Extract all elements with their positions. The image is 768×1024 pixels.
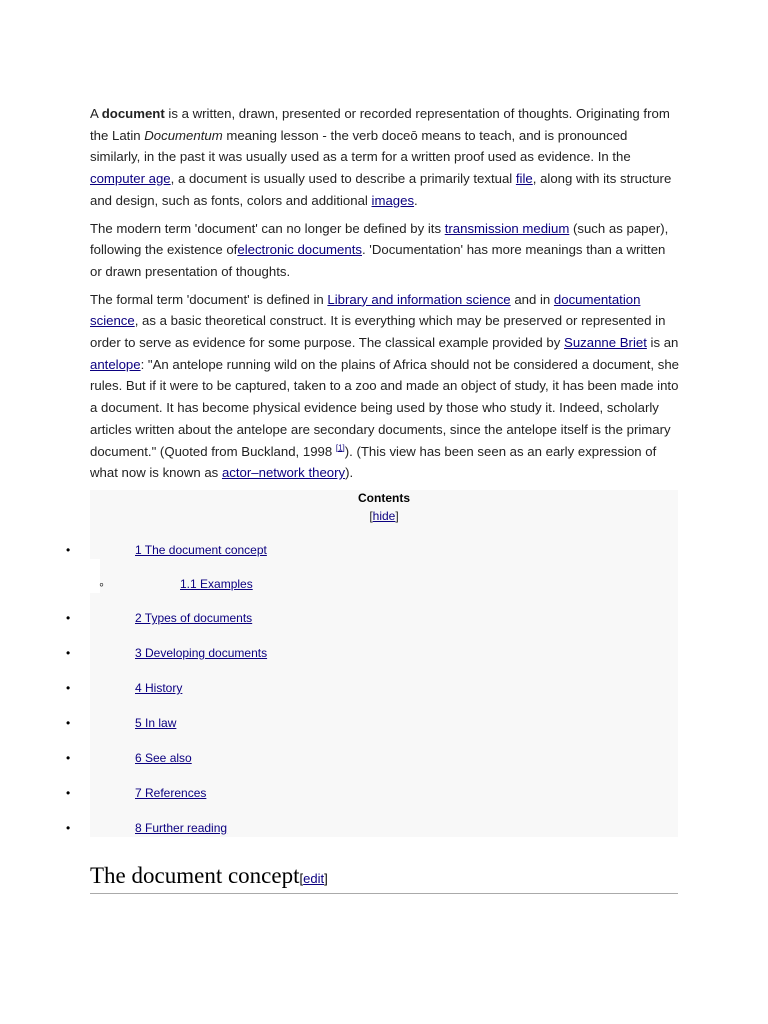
text-run: (such as paper), following the existence of (90, 220, 669, 258)
edit-section (299, 871, 327, 886)
section-heading-document-concept (90, 862, 678, 894)
link-file[interactable]: file (515, 171, 533, 187)
link-actor-network-theory[interactable]: actor–network theory (221, 465, 346, 481)
text-run: . 'Documentation' has more meanings than a written or drawn presentation of thoughts. (90, 242, 666, 279)
toc-hide-toggle (90, 508, 678, 524)
text-run: is a written, drawn, presented or recorded representation of thoughts. Originating from the Latin (90, 106, 670, 143)
bracket: [ (369, 508, 373, 523)
text-run: meaning lesson - the verb doceō means to teach, and is pronounced similarly, in the past it was usually used as a term for a written proof used as evidence. In the (90, 127, 631, 165)
citation-link[interactable]: [1] (335, 443, 345, 453)
link-library-information-science[interactable]: Library and information science (327, 291, 511, 307)
heading-text: The document concept (90, 863, 300, 888)
formal-term-paragraph (90, 289, 680, 484)
link-documentation-science[interactable]: documentation science (90, 291, 641, 329)
edit-link[interactable]: edit (303, 871, 325, 886)
toc-title: Contents (358, 490, 410, 505)
bracket: [ (299, 871, 304, 886)
list-bullet (66, 680, 70, 696)
term-document: document (101, 106, 165, 121)
list-bullet (99, 576, 104, 593)
list-bullet (66, 750, 70, 766)
list-bullet (66, 645, 70, 661)
toc-hide-link[interactable]: hide (372, 508, 396, 523)
list-bullet (66, 785, 70, 801)
list-bullet (66, 542, 70, 558)
toc-item-history[interactable]: 4 History (135, 680, 183, 695)
text-run: , a document is usually used to describe a primarily textual (170, 171, 516, 187)
latin-term: Documentum (144, 127, 223, 143)
intro-paragraph (90, 103, 680, 212)
text-run: and in (510, 291, 554, 307)
link-antelope[interactable]: antelope (90, 356, 141, 372)
list-bullet (66, 715, 70, 731)
toc-item-see-also[interactable]: 6 See also (135, 750, 192, 765)
link-transmission-medium[interactable]: transmission medium (444, 220, 570, 236)
text-run: The modern term 'document' can no longer be defined by its (90, 220, 445, 236)
toc-item-further-reading[interactable]: 8 Further reading (135, 820, 228, 835)
text-run: A (90, 106, 102, 121)
link-images[interactable]: images (371, 192, 415, 208)
link-electronic-documents[interactable]: electronic documents (237, 242, 362, 258)
modern-term-paragraph (90, 218, 680, 283)
toc-item-references[interactable]: 7 References (135, 785, 207, 800)
list-bullet (66, 820, 70, 836)
toc-item-document-concept[interactable]: 1 The document concept (135, 542, 267, 557)
text-run: ). (This view has been seen as an early expression of what now is known as (90, 443, 657, 481)
text-run: : "An antelope running wild on the plains of Africa should not be considered a document, she rules. But if it were to be captured, taken to a zoo and made an object of study, it has been made into a document. It has become physical evidence being used by those who study it. Indeed, scholarly articles written about the antelope are secondary documents, since the antelope itself is the primary document." (Quoted from Buckland, 1998 (90, 356, 680, 459)
text-run: . (414, 192, 418, 208)
text-run: is an (646, 335, 679, 351)
bracket: ] (324, 871, 328, 886)
article-body (90, 103, 680, 837)
toc-item-in-law[interactable]: 5 In law (135, 715, 177, 730)
bracket: ] (395, 508, 399, 523)
text-run: ). (345, 465, 354, 481)
list-bullet (66, 610, 70, 626)
text-run: , as a basic theoretical construct. It is everything which may be preserved or represented in order to serve as evidence for some purpose. The classical example provided by (90, 313, 666, 351)
text-run: , along with its structure and design, such as fonts, colors and additional (90, 171, 672, 208)
table-of-contents (90, 490, 678, 837)
toc-item-developing-documents[interactable]: 3 Developing documents (135, 645, 268, 660)
link-computer-age[interactable]: computer age (90, 171, 171, 187)
toc-item-types-of-documents[interactable]: 2 Types of documents (135, 610, 253, 625)
toc-item-examples[interactable]: 1.1 Examples (180, 576, 253, 591)
link-suzanne-briet[interactable]: Suzanne Briet (564, 335, 647, 351)
text-run: The formal term 'document' is defined in (90, 291, 328, 307)
